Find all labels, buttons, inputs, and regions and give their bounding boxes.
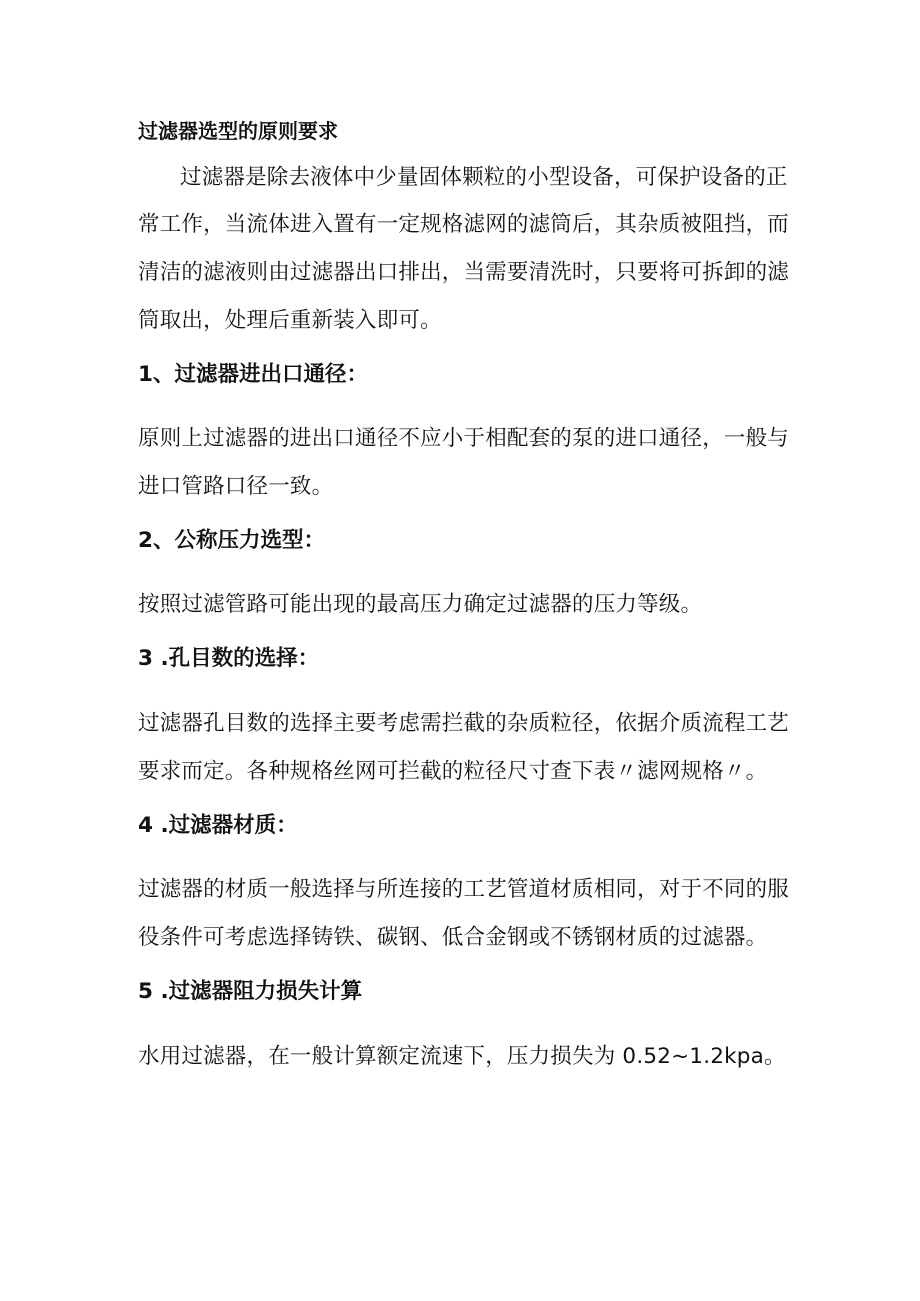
- document-title: 过滤器选型的原则要求: [138, 119, 338, 143]
- intro-line: 筒取出，处理后重新装入即可。: [138, 308, 442, 333]
- section-heading-2: 2、公称压力选型：: [138, 528, 325, 553]
- section-2-line: 按照过滤管路可能出现的最高压力确定过滤器的压力等级。: [138, 592, 703, 617]
- intro-line: 过滤器是除去液体中少量固体颗粒的小型设备，可保护设备的正: [180, 165, 788, 190]
- intro-line: 常工作，当流体进入置有一定规格滤网的滤筒后，其杂质被阻挡，而: [138, 212, 790, 237]
- section-4-line: 役条件可考虑选择铸铁、碳钢、低合金钢或不锈钢材质的过滤器。: [138, 925, 768, 950]
- section-heading-3: 3 .孔目数的选择：: [138, 646, 320, 671]
- section-1-line: 进口管路口径一致。: [138, 474, 334, 499]
- section-heading-4: 4 .过滤器材质：: [138, 813, 298, 838]
- section-4-line: 过滤器的材质一般选择与所连接的工艺管道材质相同，对于不同的服: [138, 877, 790, 902]
- section-heading-1: 1、过滤器进出口通径：: [138, 362, 368, 387]
- section-heading-5: 5 .过滤器阻力损失计算: [138, 979, 363, 1004]
- section-3-line: 过滤器孔目数的选择主要考虑需拦截的杂质粒径，依据介质流程工艺: [138, 711, 790, 736]
- section-3-line: 要求而定。各种规格丝网可拦截的粒径尺寸查下表〃滤网规格〃。: [138, 759, 768, 784]
- section-5-line: 水用过滤器，在一般计算额定流速下，压力损失为 0.52~1.2kpa。: [138, 1044, 786, 1069]
- section-1-line: 原则上过滤器的进出口通径不应小于相配套的泵的进口通径，一般与: [138, 426, 790, 451]
- intro-line: 清洁的滤液则由过滤器出口排出，当需要清洗时，只要将可拆卸的滤: [138, 260, 790, 285]
